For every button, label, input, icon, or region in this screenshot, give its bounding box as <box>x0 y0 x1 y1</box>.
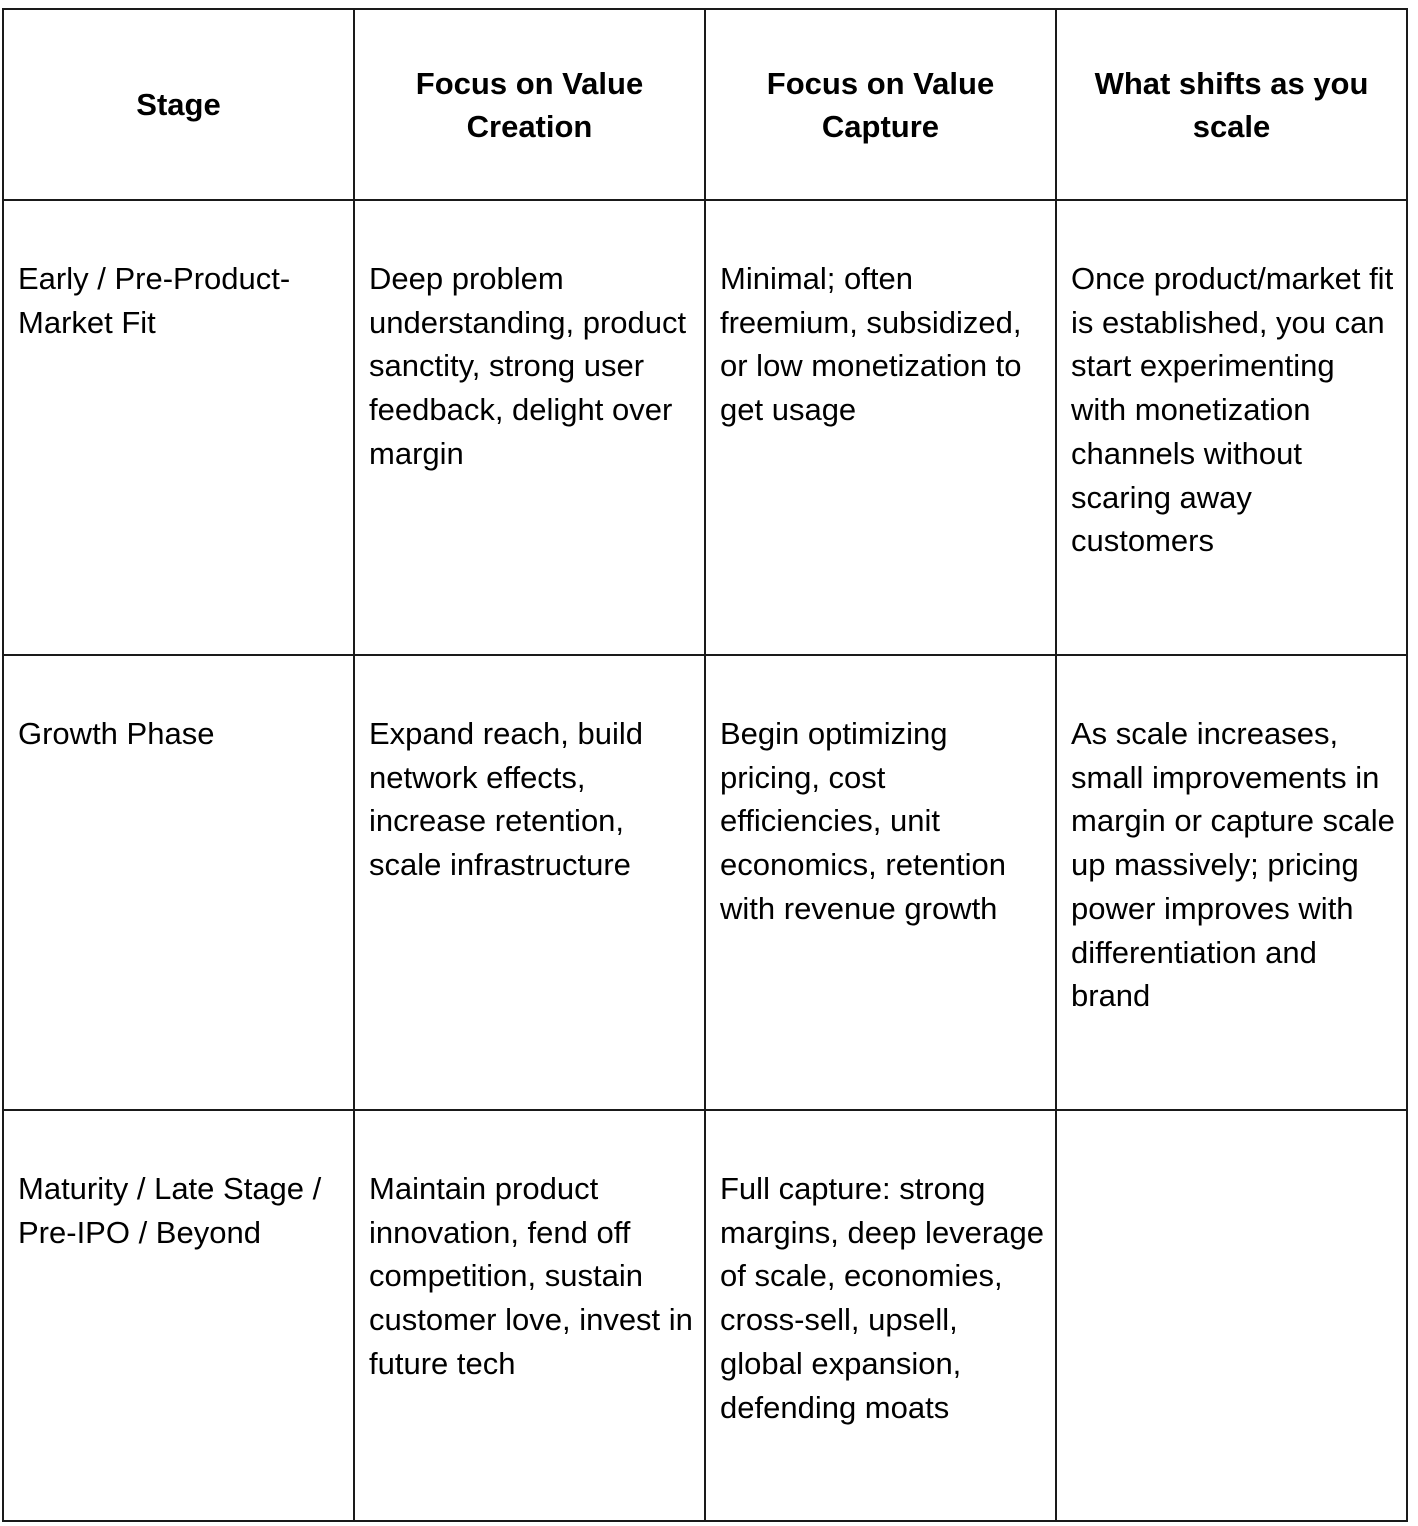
cell-stage <box>3 200 354 655</box>
value-creation-text: Deep problem understanding, product sanctity, strong user feedback, delight over margin <box>369 261 687 471</box>
cell-value-capture <box>705 655 1056 1110</box>
table-row <box>3 1110 1407 1521</box>
cell-value-creation <box>354 1110 705 1521</box>
value-creation-text: Expand reach, build network effects, increase retention, scale infrastructure <box>369 716 644 883</box>
cell-value-capture <box>705 1110 1056 1521</box>
cell-value-creation <box>354 200 705 655</box>
stage-label: Growth Phase <box>18 716 215 751</box>
header-row <box>3 9 1407 200</box>
value-capture-text: Begin optimizing pricing, cost efficiencies, unit economics, retention with revenue growth <box>720 716 1007 926</box>
cell-shifts <box>1056 200 1407 655</box>
header-value-creation: Focus on Value Creation <box>354 9 705 200</box>
header-shifts: What shifts as you scale <box>1056 9 1407 200</box>
cell-stage <box>3 1110 354 1521</box>
shifts-text: As scale increases, small improvements in margin or capture scale up massively; pricing power improves with differentiation and brand <box>1071 716 1395 1014</box>
shifts-text: Once product/market fit is established, you can start experimenting with monetization channels without scaring away customers <box>1071 261 1394 559</box>
header-value-capture: Focus on Value Capture <box>705 9 1056 200</box>
stage-label: Maturity / Late Stage / Pre-IPO / Beyond <box>18 1171 322 1250</box>
cell-value-capture <box>705 200 1056 655</box>
cell-shifts <box>1056 1110 1407 1521</box>
value-capture-text: Minimal; often freemium, subsidized, or low monetization to get usage <box>720 261 1022 428</box>
cell-value-creation <box>354 655 705 1110</box>
table-row <box>3 655 1407 1110</box>
cell-stage <box>3 655 354 1110</box>
header-stage: Stage <box>3 9 354 200</box>
value-creation-text: Maintain product innovation, fend off competition, sustain customer love, invest in future tech <box>369 1171 693 1381</box>
stage-label: Early / Pre-Product-Market Fit <box>18 261 291 340</box>
cell-shifts <box>1056 655 1407 1110</box>
table-row <box>3 200 1407 655</box>
stage-comparison-table <box>2 8 1408 1522</box>
value-capture-text: Full capture: strong margins, deep leverage of scale, economies, cross-sell, upsell, global expansion, defending moats <box>720 1171 1044 1425</box>
